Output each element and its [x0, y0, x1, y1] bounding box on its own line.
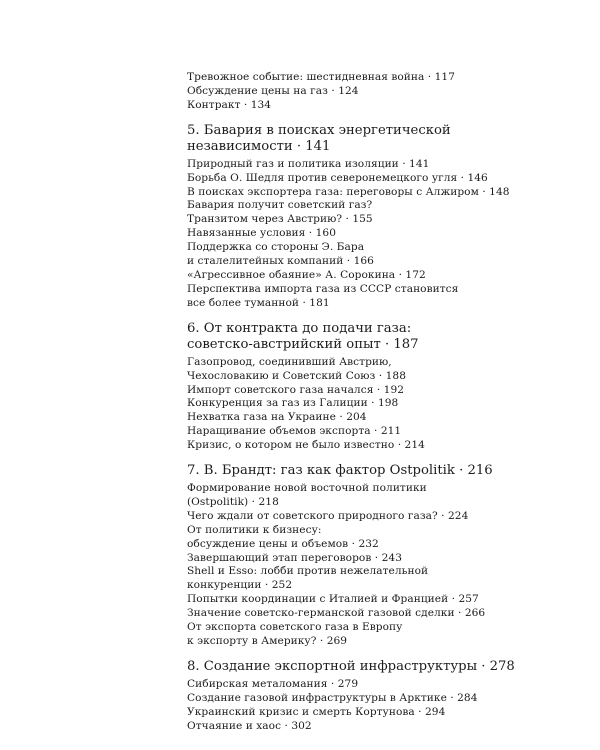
toc-entry: Навязанные условия · 160: [187, 227, 336, 240]
chapter-title-line: 6. От контракта до подачи газа:: [187, 320, 412, 336]
toc-entry: и сталелитейных компаний · 166: [187, 255, 374, 268]
chapter-7: [187, 463, 587, 649]
toc-entry: Чехословакию и Советский Союз · 188: [187, 369, 407, 382]
toc-entry: Чего ждали от советского природного газа? · 224: [187, 509, 469, 522]
chapter-title-line: советско-австрийский опыт · 187: [187, 336, 419, 352]
table-of-contents: [187, 71, 587, 734]
toc-entry: Обсуждение цены на газ · 124: [187, 84, 359, 97]
toc-entry: Конкуренция за газ из Галиции · 198: [187, 397, 399, 410]
toc-entry: Значение советско-германской газовой сделки · 266: [187, 607, 486, 620]
toc-entry: Тревожное событие: шестидневная война · 117: [187, 71, 455, 83]
toc-entry: Наращивание объемов экспорта · 211: [187, 425, 402, 438]
toc-entry: Украинский кризис и смерть Кортунова · 294: [187, 705, 446, 718]
chapter-title: [187, 321, 587, 353]
chapter-title-line: 5. Бавария в поисках энергетической: [187, 122, 451, 138]
toc-entry: Сибирская металомания · 279: [187, 677, 359, 690]
toc-entry: В поисках экспортера газа: переговоры с Алжиром · 148: [187, 185, 510, 198]
chapter-6: [187, 321, 587, 453]
toc-entry: Shell и Esso: лобби против нежелательной: [187, 565, 429, 578]
toc-entry: Импорт советского газа начался · 192: [187, 383, 405, 396]
toc-entry: Борьба О. Шедля против северонемецкого угля · 146: [187, 171, 488, 184]
toc-entry: Перспектива импорта газа из СССР становится: [187, 282, 459, 295]
toc-entry: Природный газ и политика изоляции · 141: [187, 157, 430, 170]
toc-entry: Нехватка газа на Украине · 204: [187, 411, 367, 424]
chapter-title-line: 8. Создание экспортной инфраструктуры · 278: [187, 658, 515, 674]
toc-entry: Газопровод, соединивший Австрию,: [187, 355, 392, 368]
toc-entry: От экспорта советского газа в Европу: [187, 621, 403, 634]
toc-entry: «Агрессивное обаяние» А. Сорокина · 172: [187, 268, 426, 281]
toc-entry: обсуждение цены и объемов · 232: [187, 537, 379, 550]
intro-entries: [187, 71, 587, 113]
toc-entry: Поддержка со стороны Э. Бара: [187, 241, 365, 254]
chapter-title-line: независимости · 141: [187, 138, 331, 154]
toc-entry: От политики к бизнесу:: [187, 523, 322, 536]
chapter-8: [187, 659, 587, 734]
toc-entry: Отчаяние и хаос · 302: [187, 719, 312, 732]
chapter-title: [187, 123, 587, 155]
toc-entry: Попытки координации с Италией и Францией · 257: [187, 593, 479, 606]
toc-entry: Создание газовой инфраструктуры в Арктике · 284: [187, 691, 478, 704]
toc-entry: Кризис, о котором не было известно · 214: [187, 439, 425, 452]
chapter-5: [187, 123, 587, 311]
toc-entry: конкуренции · 252: [187, 579, 293, 592]
toc-entry: Формирование новой восточной политики: [187, 482, 427, 495]
chapter-title-line: 7. В. Брандт: газ как фактор Ostpolitik · 216: [187, 463, 493, 479]
chapter-title: [187, 659, 587, 675]
chapter-title: [187, 463, 587, 479]
toc-entry: все более туманной · 181: [187, 296, 330, 309]
toc-entry: к экспорту в Америку? · 269: [187, 635, 348, 647]
toc-entry: Транзитом через Австрию? · 155: [187, 213, 373, 226]
toc-entry: Завершающий этап переговоров · 243: [187, 551, 402, 564]
toc-entry: (Ostpolitik) · 218: [187, 495, 279, 508]
toc-entry: Бавария получит советский газ?: [187, 199, 373, 212]
toc-entry: Контракт · 134: [187, 98, 272, 111]
